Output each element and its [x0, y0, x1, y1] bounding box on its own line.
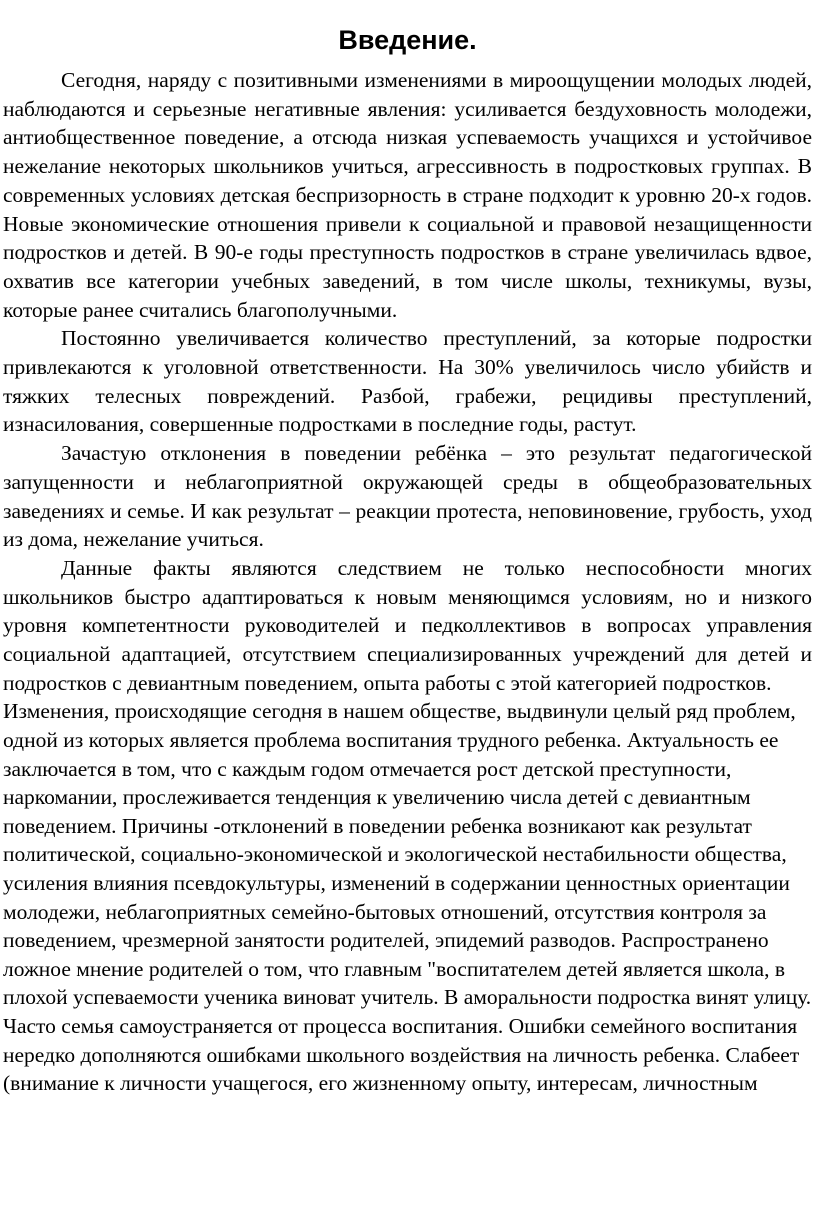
paragraph-deviation-causes: Зачастую отклонения в поведении ребёнка – это результат педагогической запущенности и неблагоприятной окружающей среды в общеобразовательных заведениях и семье. И как результат – реакции протеста, неповиновение, грубость, уход из дома, нежелание учиться.	[3, 441, 812, 552]
paragraph-crime-growth: Постоянно увеличивается количество преступлений, за которые подростки привлекаются к уголовной ответственности. На 30% увеличилось число убийств и тяжких телесных повреждений. Разбой, грабежи, рецидивы преступлений, изнасилования, совершенные подростками в последние годы, растут.	[3, 326, 812, 437]
paragraph-relevance: Изменения, происходящие сегодня в нашем обществе, выдвинули целый ряд проблем, одной из которых является проблема воспитания трудного ребенка. Актуальность ее заключается в том, что с каждым годом отмечается рост детской преступности, наркомании, прослеживается тенденция к увеличению числа детей с девиантным поведением. Причины -отклонений в поведении ребенка возникают как результат политической, социально-экономической и экологической нестабильности общества, усиления влияния псевдокультуры, изменений в содержании ценностных ориентации молодежи, неблагоприятных семейно-бытовых отношений, отсутствия контроля за поведением, чрезмерной занятости родителей, эпидемий разводов. Распространено ложное мнение родителей о том, что главным "воспитателем детей является школа, в плохой успеваемости ученика виноват учитель. В аморальности подростка винят улицу. Часто семья самоустраняется от процесса воспитания. Ошибки семейного воспитания нередко дополняются ошибками школьного воздействия на личность ребенка. Слабеет (внимание к личности учащегося, его жизненному опыту, интересам, личностным	[3, 699, 812, 1096]
paragraph-adaptation: Данные факты являются следствием не только неспособности многих школьников быстро адаптироваться к новым меняющимся условиям, но и низкого уровня компетентности руководителей и педколлективов в вопросах управления социальной адаптацией, отсутствием специализированных учреждений для детей и подростков с девиантным поведением, опыта работы с этой категорией подростков.	[3, 555, 812, 695]
page-title: Введение.	[338, 25, 477, 55]
paragraph-intro: Сегодня, наряду с позитивными изменениями в мироощущении молодых людей, наблюдаются и серьезные негативные явления: усиливается бездуховность молодежи, антиобщественное поведение, а отсюда низкая успеваемость учащихся и устойчивое нежелание некоторых школьников учиться, агрессивность в подростковых группах. В современных условиях детская беспризорность в стране подходит к уровню 20-х годов. Новые экономические отношения привели к социальной и правовой незащищенности подростков и детей. В 90-е годы преступность подростков в стране увеличилась вдвое, охватив все категории учебных заведений, в том числе школы, техникумы, вузы, которые ранее считались благополучными.	[3, 68, 812, 322]
